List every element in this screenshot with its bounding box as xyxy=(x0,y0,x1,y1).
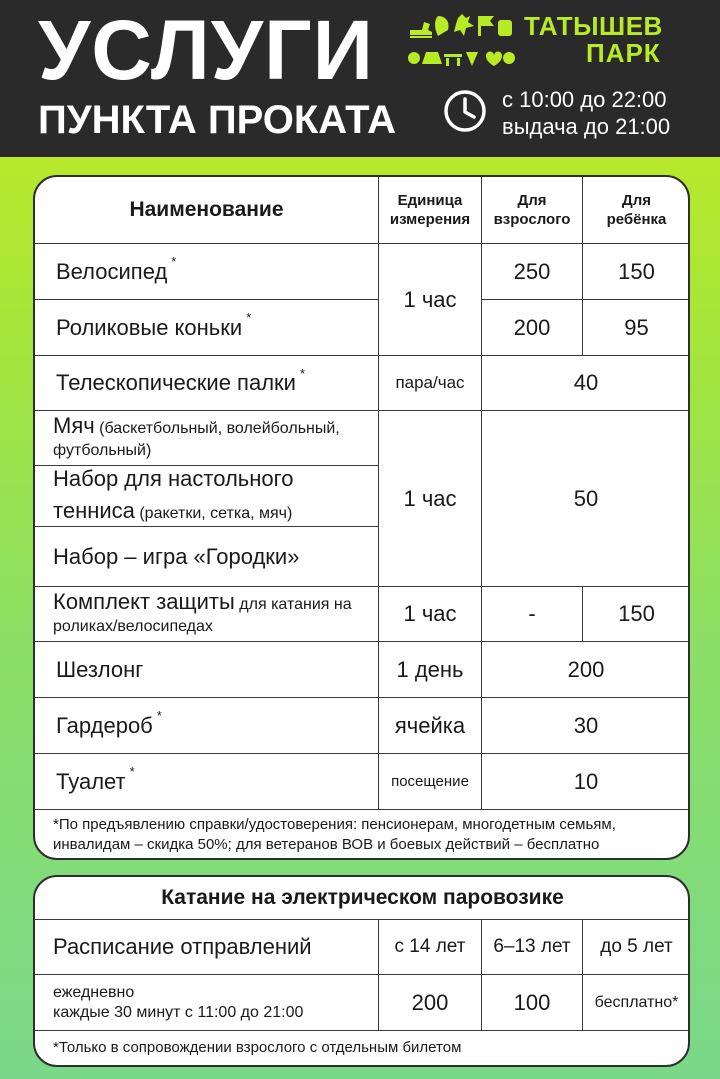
row-lounger-price: 200 xyxy=(567,656,605,682)
divider xyxy=(35,809,690,810)
divider xyxy=(582,586,583,642)
divider xyxy=(582,919,583,1030)
col-header-unit: Единица измерения xyxy=(389,192,471,228)
row-skates-child: 95 xyxy=(624,314,649,340)
row-poles-unit: пара/час xyxy=(395,373,465,392)
divider xyxy=(35,641,690,642)
group-unit: 1 час xyxy=(403,485,457,511)
divider xyxy=(35,919,690,920)
col-header-child: Для ребёнка xyxy=(606,192,667,228)
divider xyxy=(35,1030,690,1031)
row-lounger-unit: 1 день xyxy=(396,656,464,682)
park-logo-word-2: ПАРК xyxy=(586,38,661,68)
divider xyxy=(582,177,583,356)
row-protection-unit: 1 час xyxy=(403,601,457,626)
divider xyxy=(35,465,379,466)
col-header-name: Наименование xyxy=(129,198,284,221)
col-header-adult: Для взрослого xyxy=(493,192,571,228)
bike-skates-unit: 1 час xyxy=(403,286,457,312)
row-toilet-unit: посещение xyxy=(391,773,469,790)
train-price-14plus: 200 xyxy=(411,989,449,1015)
page-title: УСЛУГИ xyxy=(38,3,375,97)
clock-icon xyxy=(443,89,487,133)
row-cloakroom-name: Гардероб * xyxy=(56,708,162,738)
row-bicycle-adult: 250 xyxy=(513,258,551,284)
divider xyxy=(481,177,482,809)
row-toilet-price: 10 xyxy=(573,768,599,794)
row-tennis-name: Набор для настольного тенниса (ракетки, сетка, мяч) xyxy=(53,466,294,523)
train-col-6-13: 6–13 лет xyxy=(493,936,571,957)
train-table xyxy=(33,875,690,1067)
hours-open: с 10:00 до 22:00 xyxy=(502,87,667,112)
row-protection-adult: - xyxy=(528,601,536,626)
opening-hours xyxy=(502,86,670,140)
divider xyxy=(35,410,690,411)
divider xyxy=(378,177,379,809)
page-header xyxy=(0,0,720,157)
row-lounger-name: Шезлонг xyxy=(56,656,144,682)
rental-table xyxy=(33,175,690,860)
row-toilet-name: Туалет * xyxy=(56,764,135,794)
row-skates-adult: 200 xyxy=(513,314,551,340)
divider xyxy=(35,753,690,754)
row-cloakroom-unit: ячейка xyxy=(394,712,466,738)
train-price-6-13: 100 xyxy=(513,989,551,1015)
train-title: Катание на электрическом паровозике xyxy=(161,886,564,909)
row-cloakroom-price: 30 xyxy=(573,712,599,738)
page-subtitle: ПУНКТА ПРОКАТА xyxy=(38,98,396,142)
train-col-under5: до 5 лет xyxy=(600,936,673,957)
park-logo-icons xyxy=(408,12,516,68)
park-logo-word-1: ТАТЫШЕВ xyxy=(524,11,663,41)
train-footnote: *Только в сопровождении взрослого с отдельным билетом xyxy=(53,1039,462,1056)
group-price: 50 xyxy=(573,485,599,511)
divider xyxy=(35,586,690,587)
row-poles-price: 40 xyxy=(573,370,599,395)
divider xyxy=(481,919,482,1030)
train-price-under5: бесплатно* xyxy=(594,993,679,1011)
hours-issue: выдача до 21:00 xyxy=(502,114,671,139)
rental-footnote: *По предъявлению справки/удостоверения: пенсионерам, многодетным семьям, инвалидам – скидка 50%; для ветеранов ВОВ и боевых действий – бесплатно xyxy=(53,816,616,853)
row-gorodki-name: Набор – игра «Городки» xyxy=(53,543,300,569)
divider xyxy=(378,919,379,1030)
row-bicycle-name: Велосипед * xyxy=(56,254,177,284)
divider xyxy=(35,526,379,527)
divider xyxy=(35,299,379,300)
row-protection-name: Комплект защиты для катания на роликах/велосипедах xyxy=(53,588,352,635)
row-skates-name: Роликовые коньки * xyxy=(56,310,252,340)
row-ball-name: Мяч (баскетбольный, волейбольный, футбольный) xyxy=(53,412,340,459)
schedule-text: ежедневно каждые 30 минут с 11:00 до 21:00 xyxy=(53,983,304,1021)
row-bicycle-child: 150 xyxy=(618,258,655,284)
divider xyxy=(35,697,690,698)
train-col-14plus: с 14 лет xyxy=(394,936,466,957)
divider xyxy=(35,355,690,356)
divider xyxy=(481,299,690,300)
row-poles-name: Телескопические палки * xyxy=(56,365,306,395)
divider xyxy=(35,974,690,975)
schedule-label: Расписание отправлений xyxy=(53,934,312,959)
divider xyxy=(35,243,690,244)
row-protection-child: 150 xyxy=(618,601,655,626)
